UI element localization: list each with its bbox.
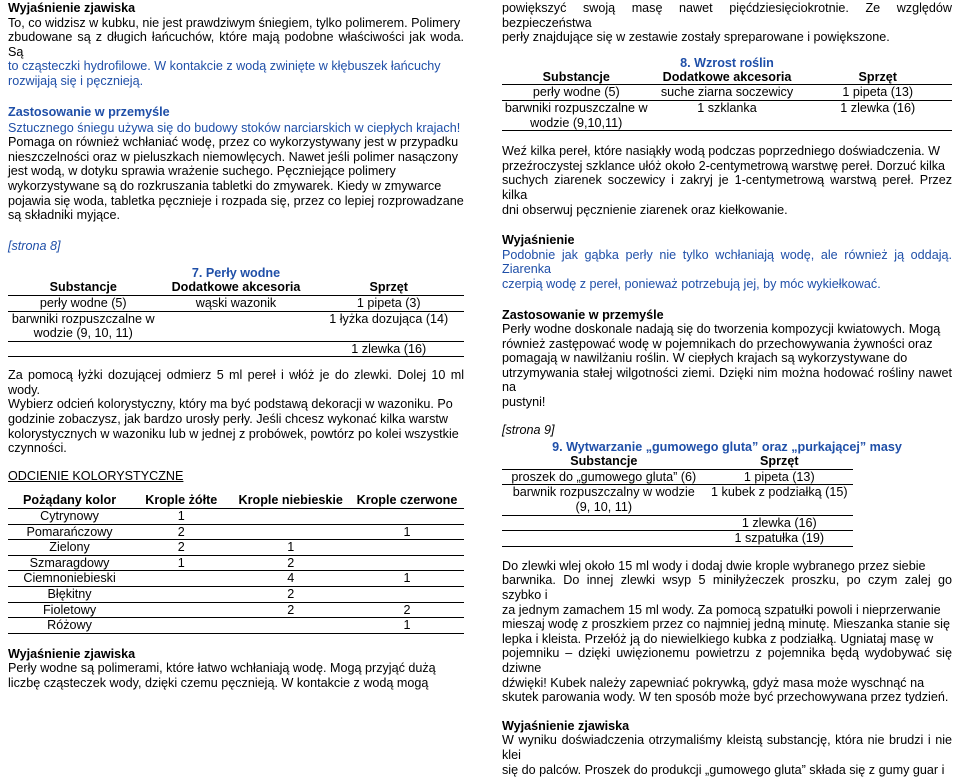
table-row: [8, 311, 464, 341]
table-cell: 2: [350, 602, 464, 618]
experiment-title: 9. Wytwarzanie „gumowego gluta” oraz „purkającej” masy: [552, 440, 902, 455]
text-line: wykorzystywane są do rozkruszania tabletki do zmywarek. Kiedy w zmywarce: [8, 178, 442, 193]
text-line: pomagają w nawilżaniu roślin. W ciepłych krajach są wykorzystywane do: [502, 351, 908, 366]
table-cell: [502, 531, 706, 547]
text-line: Podobnie jak gąbka perły nie tylko wchłaniają wodę, ale również ją oddają. Ziarenka: [502, 247, 952, 277]
table-row: [8, 618, 464, 634]
text-line: za jednym zamachem 15 ml wody. Za pomocą szpatułki powoli i nieprzerwanie: [502, 602, 941, 617]
text-line: suchych ziarenek soczewicy i zakryj je 1-centymetrową warstwą pereł. Przez kilka: [502, 173, 952, 202]
text-line: jest wodą, w dotyku sprawia wrażenie suchego. Pęczniejące polimery: [8, 164, 396, 179]
table-cell: 2: [131, 524, 231, 540]
table-cell: [131, 587, 231, 603]
experiment-title: 7. Perły wodne: [191, 266, 281, 281]
page-marker: [strona 9]: [502, 422, 555, 437]
instructions-paragraph: [502, 559, 952, 705]
materials-table: [502, 454, 853, 547]
table-row: [8, 341, 464, 357]
text-line: powiększyć swoją masę nawet pięćdziesięciokrotnie. Ze względów bezpieczeństwa: [502, 1, 952, 30]
column-header: Sprzęt: [706, 454, 853, 469]
table-cell: 4: [231, 571, 350, 587]
text-line: To, co widzisz w kubku, nie jest prawdziwym śniegiem, tylko polimerem. Polimery: [8, 15, 461, 30]
table-row: [502, 85, 952, 101]
instructions-paragraph: [8, 368, 464, 456]
table-cell: 1 pipeta (13): [804, 85, 953, 101]
instructions-paragraph: [502, 144, 952, 217]
explanation-paragraph: [502, 733, 952, 777]
table-cell: 1 łyżka dozująca (14): [314, 311, 465, 341]
section-heading: Wyjaśnienie zjawiska: [502, 718, 630, 733]
column-header: Krople niebieskie: [231, 493, 350, 508]
column-header: Sprzęt: [314, 280, 465, 295]
table-cell: [350, 555, 464, 571]
table-cell: 1 zlewka (16): [804, 100, 953, 130]
table-cell: [158, 341, 313, 357]
table-cell: Błękitny: [8, 587, 131, 603]
text-line: Weź kilka pereł, które nasiąkły wodą podczas poprzedniego doświadczenia. W: [502, 144, 940, 159]
column-header: Krople czerwone: [350, 493, 464, 508]
table-cell: 1: [131, 509, 231, 525]
table-cell: [502, 515, 706, 531]
table-row: [502, 100, 952, 130]
explanation-paragraph: [8, 16, 464, 89]
continued-paragraph: [502, 1, 952, 45]
table-row: [502, 531, 853, 547]
text-line: kolorystycznych w wazoniku lub w jednej z probówek, powtórz po kolei wszystkie: [8, 426, 459, 441]
table-cell: Różowy: [8, 618, 131, 634]
table-cell: [231, 509, 350, 525]
table-cell: [131, 571, 231, 587]
table-cell: 1 szklanka: [651, 100, 804, 130]
text-line: Do zlewki wlej około 15 ml wody i dodaj dwie krople wybranego przez siebie: [502, 558, 926, 573]
text-line: dźwięki! Kubek należy zapewniać pokrywką, gdyż masa może wyschnąć na: [502, 675, 925, 690]
table-cell: [350, 509, 464, 525]
table-cell: 1: [350, 618, 464, 634]
text-line: Perły wodne doskonale nadają się do tworzenia kompozycji kwiatowych. Mogą: [502, 322, 941, 337]
table-cell: 1 pipeta (3): [314, 295, 465, 311]
table-cell: [231, 524, 350, 540]
text-line: również zastępować wodę w pojemnikach do przechowywania żywności oraz: [502, 336, 933, 351]
table-cell: suche ziarna soczewicy: [651, 85, 804, 101]
column-header: Substancje: [502, 454, 706, 469]
section-heading: Zastosowanie w przemyśle: [8, 104, 170, 119]
table-cell: 1 zlewka (16): [706, 515, 853, 531]
table-cell: barwniki rozpuszczalne w wodzie (9, 10, 11): [8, 311, 158, 341]
table-cell: 2: [231, 602, 350, 618]
table-cell: [8, 341, 158, 357]
section-heading: Wyjaśnienie zjawiska: [8, 1, 136, 15]
text-line: czerpią wodę z pereł, ponieważ potrzebują jej, by móc wykiełkować.: [502, 276, 881, 291]
colors-heading: ODCIENIE KOLORYSTYCZNE: [8, 468, 184, 483]
column-header: Sprzęt: [804, 70, 953, 85]
colors-table: [8, 493, 464, 633]
table-cell: 1 kubek z podziałką (15): [706, 485, 853, 515]
column-header: Dodatkowe akcesoria: [158, 280, 313, 295]
table-cell: Szmaragdowy: [8, 555, 131, 571]
section-heading: Wyjaśnienie zjawiska: [8, 646, 136, 661]
table-cell: proszek do „gumowego gluta” (6): [502, 469, 706, 485]
table-row: [8, 602, 464, 618]
table-cell: barwnik rozpuszczalny w wodzie (9, 10, 11): [502, 485, 706, 515]
column-header: Substancje: [502, 70, 651, 85]
table-row: [8, 295, 464, 311]
table-cell: 2: [231, 555, 350, 571]
text-line: są składniki myjące.: [8, 208, 120, 223]
table-row: [8, 540, 464, 556]
table-cell: Zielony: [8, 540, 131, 556]
table-cell: 2: [231, 587, 350, 603]
table-cell: Cytrynowy: [8, 509, 131, 525]
materials-table: [8, 280, 464, 357]
table-cell: Pomarańczowy: [8, 524, 131, 540]
text-line: dni obserwuj pęcznienie ziarenek oraz kiełkowanie.: [502, 202, 788, 217]
text-line: Wybierz odcień kolorystyczny, który ma być podstawą dekoracji w wazoniku. Po: [8, 397, 453, 412]
table-cell: 1: [350, 524, 464, 540]
table-cell: 1 pipeta (13): [706, 469, 853, 485]
explanation-paragraph: [502, 248, 952, 292]
text-line: Za pomocą łyżki dozującej odmierz 5 ml pereł i włóż je do zlewki. Dolej 10 ml wody.: [8, 368, 464, 397]
table-cell: 1 zlewka (16): [314, 341, 465, 357]
text-line: się do palców. Proszek do produkcji „gumowego gluta” składa się z gumy guar i: [502, 762, 945, 777]
page-marker: [strona 8]: [8, 238, 61, 253]
right-column: [502, 0, 952, 777]
table-cell: [231, 618, 350, 634]
text-line: to cząsteczki hydrofilowe. W kontakcie z wodą zwinięte w kłębuszek łańcuchy: [8, 59, 441, 74]
text-line: czynności.: [8, 441, 67, 456]
text-line: pojawia się woda, tabletka pęcznieje i rozpada się, przez co lepiej rozprowadzane: [8, 193, 464, 208]
text-line: Perły wodne są polimerami, które łatwo wchłaniają wodę. Mogą przyjąć dużą: [8, 661, 436, 676]
table-cell: perły wodne (5): [8, 295, 158, 311]
section-heading: Wyjaśnienie: [502, 233, 575, 248]
column-header: Dodatkowe akcesoria: [651, 70, 804, 85]
table-cell: wąski wazonik: [158, 295, 313, 311]
table-cell: [350, 587, 464, 603]
text-line: pustyni!: [502, 395, 546, 410]
text-line: barwnika. Do innej zlewki wsyp 5 miniłyżeczek proszku, po czym zalej go szybko i: [502, 573, 952, 602]
table-cell: [158, 311, 313, 341]
text-line: przeźroczystej szklance ułóż około 2-centymetrową warstwę pereł. Dorzuć kilka: [502, 158, 946, 173]
column-header: Krople żółte: [131, 493, 231, 508]
text-line: Sztucznego śniegu używa się do budowy stoków narciarskich w ciepłych krajach!: [8, 120, 461, 135]
text-line: pojemniku – dzięki uwięzionemu powietrzu z pojemnika będą wydobywać się dziwne: [502, 646, 952, 675]
column-header: Substancje: [8, 280, 158, 295]
explanation-paragraph: [8, 661, 464, 690]
column-header: Pożądany kolor: [8, 493, 131, 508]
experiment-title: 8. Wzrost roślin: [680, 55, 774, 70]
industry-paragraph: [8, 121, 464, 223]
left-column: [8, 0, 464, 691]
table-row: [8, 555, 464, 571]
table-cell: perły wodne (5): [502, 85, 651, 101]
table-row: [8, 587, 464, 603]
text-line: godzinie zobaczysz, jak bardzo urosły perły. Jeśli chcesz wykonać kilka warstw: [8, 412, 449, 427]
text-line: liczbę cząsteczek wody, dzięki czemu pęcznieją. W kontakcie z wodą mogą: [8, 675, 429, 690]
text-line: mieszaj wodę z proszkiem przez co najmniej jedną minutę. Mieszanka stanie się: [502, 617, 950, 632]
text-line: lepka i kleista. Przełóż ją do niewielkiego kubka z podziałką. Ugniataj masę w: [502, 631, 934, 646]
text-line: zbudowane są z długich łańcuchów, które mają podobne właściwości jak woda. Są: [8, 30, 464, 59]
table-cell: 1 szpatułka (19): [706, 531, 853, 547]
text-line: perły znajdujące się w zestawie zostały spreparowane i powiększone.: [502, 30, 890, 45]
text-line: nieszczelności oraz w pieluszkach niemowlęcych. Nawet jeśli polimer nasączony: [8, 149, 459, 164]
table-row: [502, 515, 853, 531]
industry-paragraph: [502, 322, 952, 410]
table-cell: [131, 618, 231, 634]
table-row: [8, 524, 464, 540]
table-cell: 1: [350, 571, 464, 587]
table-row: [502, 485, 853, 515]
table-cell: Ciemnoniebieski: [8, 571, 131, 587]
table-cell: 2: [131, 540, 231, 556]
table-row: [502, 469, 853, 485]
text-line: W wyniku doświadczenia otrzymaliśmy kleistą substancję, która nie brudzi i nie klei: [502, 733, 952, 762]
table-cell: 1: [131, 555, 231, 571]
materials-table: [502, 70, 952, 131]
table-cell: Fioletowy: [8, 602, 131, 618]
table-cell: 1: [231, 540, 350, 556]
table-cell: [350, 540, 464, 556]
text-line: rozwijają się i pęcznieją.: [8, 73, 144, 88]
table-row: [8, 509, 464, 525]
table-cell: [131, 602, 231, 618]
section-heading: Zastosowanie w przemyśle: [502, 307, 664, 322]
table-row: [8, 571, 464, 587]
text-line: utrzymywania stałej wilgotności ziemi. Dzięki nim można hodować rośliny nawet na: [502, 365, 952, 395]
text-line: Pomaga on również wchłaniać wodę, przez co wykorzystywany jest w przypadku: [8, 135, 459, 150]
table-cell: barwniki rozpuszczalne w wodzie (9,10,11): [502, 100, 651, 130]
text-line: skutek parowania wody. W ten sposób może być przechowywana przez tydzień.: [502, 690, 949, 705]
